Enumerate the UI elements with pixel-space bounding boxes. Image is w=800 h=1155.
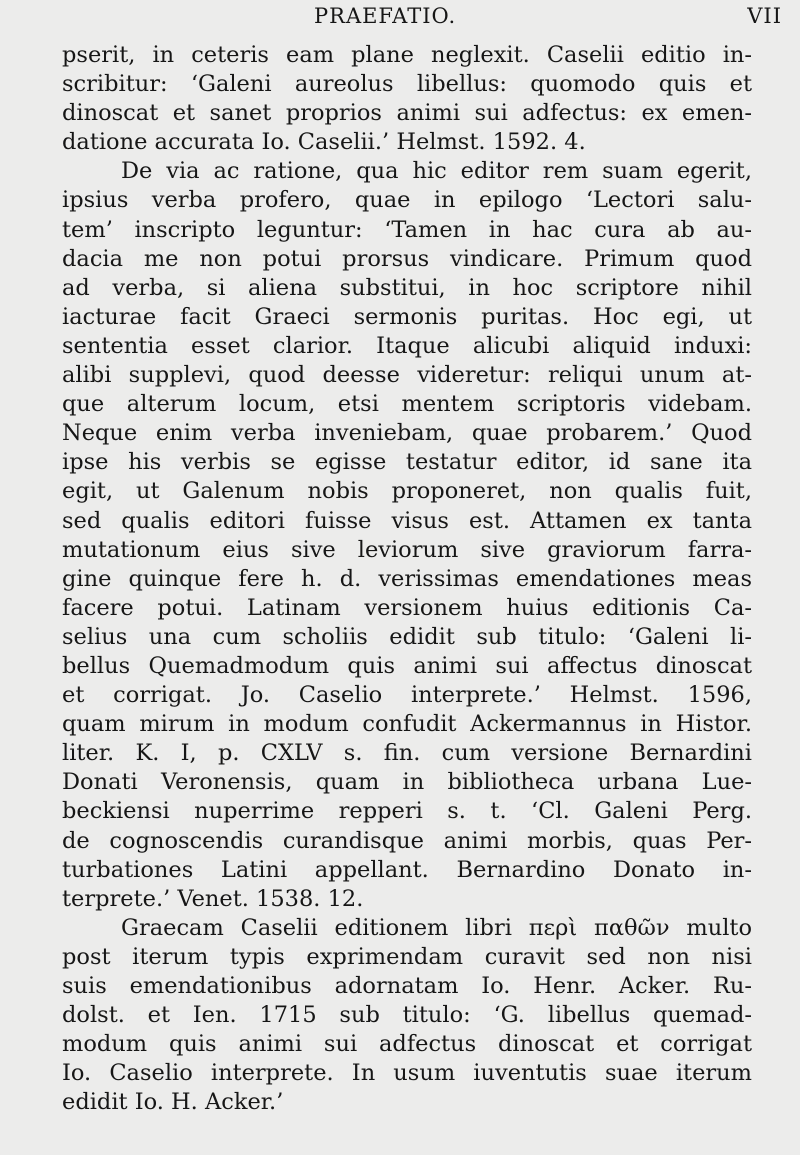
page-number: VII (747, 4, 782, 28)
text-line: iacturae facit Graeci sermonis puritas. Hoc egi, ut (62, 303, 752, 330)
text-line: de cognoscendis curandisque animi morbis, quas Per- (62, 827, 752, 854)
text-line: dinoscat et sanet proprios animi sui adfectus: ex emen- (62, 100, 752, 127)
paragraph (62, 914, 752, 1118)
text-line: edidit Io. H. Acker.’ (62, 1089, 284, 1116)
text-line: sententia esset clarior. Itaque alicubi aliquid induxi: (62, 332, 752, 359)
text-line: ad verba, si aliena substitui, in hoc scriptore nihil (62, 274, 752, 301)
text-line: tem’ inscripto leguntur: ‘Tamen in hac cura ab au- (62, 216, 752, 243)
text-line: turbationes Latini appellant. Bernardino Donato in- (62, 856, 752, 883)
text-line: sed qualis editori fuisse visus est. Attamen ex tanta (62, 507, 752, 534)
text-line: mutationum eius sive leviorum sive graviorum farra- (62, 536, 752, 563)
paragraph (62, 41, 752, 157)
text-line: facere potui. Latinam versionem huius editionis Ca- (62, 594, 752, 621)
text-line: quam mirum in modum confudit Ackermannus in Histor. (62, 711, 752, 738)
text-line: et corrigat. Jo. Caselio interprete.’ Helmst. 1596, (62, 682, 752, 709)
text-line: pserit, in ceteris eam plane neglexit. Caselii editio in- (62, 42, 752, 68)
text-line: dacia me non potui prorsus vindicare. Primum quod (62, 245, 752, 272)
text-line: beckiensi nuperrime repperi s. t. ‘Cl. Galeni Perg. (62, 798, 752, 825)
text-line: gine quinque fere h. d. verissimas emendationes meas (62, 565, 752, 592)
text-line: alibi supplevi, quod deesse videretur: reliqui unum at- (62, 362, 752, 389)
text-line: dolst. et Ien. 1715 sub titulo: ‘G. libellus quemad- (62, 1002, 752, 1029)
text-line: Donati Veronensis, quam in bibliotheca urbana Lue- (62, 769, 752, 796)
running-head (0, 4, 800, 30)
text-line: ipsius verba profero, quae in epilogo ‘Lectori salu- (62, 187, 752, 214)
text-line: post iterum typis exprimendam curavit sed non nisi (62, 943, 752, 970)
paragraph (62, 157, 752, 913)
text-line: modum quis animi sui adfectus dinoscat et corrigat (62, 1031, 752, 1058)
text-line: que alterum locum, etsi mentem scriptoris videbam. (62, 391, 752, 418)
text-line: ipse his verbis se egisse testatur editor, id sane ita (62, 449, 752, 476)
running-title: PRAEFATIO. (314, 4, 457, 28)
text-line: Io. Caselio interprete. In usum iuventutis suae iterum (62, 1060, 752, 1087)
text-line: De via ac ratione, qua hic editor rem suam egerit, (121, 158, 752, 185)
text-line: selius una cum scholiis edidit sub titulo: ‘Galeni li- (62, 623, 752, 650)
text-line: egit, ut Galenum nobis proponeret, non qualis fuit, (62, 478, 752, 505)
text-line: datione accurata Io. Caselii.’ Helmst. 1592. 4. (62, 129, 586, 156)
text-body (62, 41, 752, 1117)
text-line: bellus Quemadmodum quis animi sui affectus dinoscat (62, 652, 752, 679)
text-line: scribitur: ‘Galeni aureolus libellus: quomodo quis et (62, 71, 752, 98)
text-line: Neque enim verba inveniebam, quae probarem.’ Quod (62, 420, 752, 447)
text-line: liter. K. I, p. CXLV s. fin. cum versione Bernardini (62, 740, 752, 767)
text-line: suis emendationibus adornatam Io. Henr. Acker. Ru- (62, 973, 752, 999)
text-line: terprete.’ Venet. 1538. 12. (62, 885, 364, 912)
text-line: Graecam Caselii editionem libri περὶ παθῶν multo (121, 914, 752, 941)
